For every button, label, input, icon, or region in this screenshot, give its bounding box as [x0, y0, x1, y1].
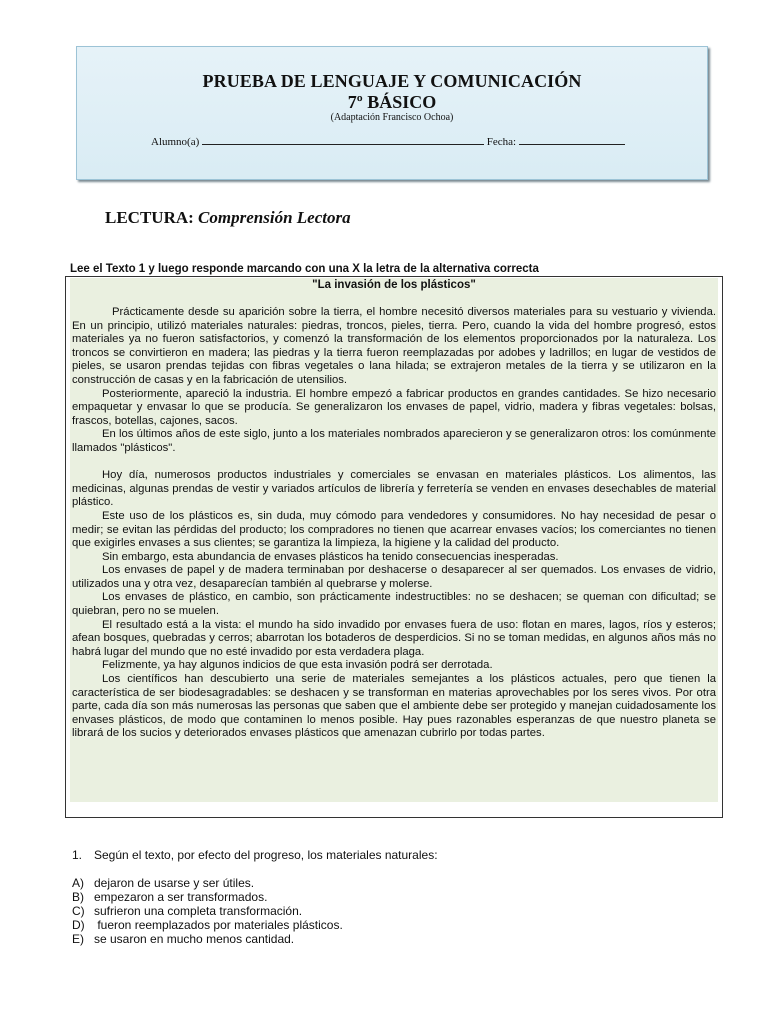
reading-body — [72, 306, 716, 741]
adaptation-credit: (Adaptación Francisco Ochoa) — [330, 112, 454, 123]
option-letter: D) — [72, 918, 85, 932]
option-letter: E) — [72, 932, 84, 946]
answer-options — [72, 876, 343, 946]
option-e[interactable] — [72, 932, 343, 946]
section-subtitle: Comprensión Lectora — [198, 208, 351, 227]
option-text: dejaron de usarse y ser útiles. — [94, 876, 255, 890]
option-text: fueron reemplazados por materiales plásticos. — [94, 918, 343, 932]
option-d[interactable] — [72, 918, 343, 932]
paragraph: El resultado está a la vista: el mundo ha sido invadido por envases fuera de uso: flotan en mares, lagos, ríos y esteros; afean bosques, quebradas y cerros; abarrotan los botaderos de desperdicios. Si no se toman medidas, en algunos años más no habrá lugar del mundo que no esté invadido por esta verdadera plaga. — [72, 618, 716, 658]
date-label: Fecha: — [486, 136, 517, 148]
reading-title: "La invasión de los plásticos" — [312, 279, 476, 291]
paragraph: En los últimos años de este siglo, junto a los materiales nombrados aparecieron y se generalizaron otros: los comúnmente llamados "plásticos". — [72, 428, 716, 454]
paragraph: Los envases de plástico, en cambio, son prácticamente indestructibles: no se deshacen; se queman con dificultad; se quiebran, pero no se muelen. — [72, 591, 716, 618]
option-text: empezaron a ser transformados. — [94, 890, 268, 904]
option-text: sufrieron una completa transformación. — [94, 904, 303, 918]
option-letter: A) — [72, 876, 84, 890]
paragraph: Prácticamente desde su aparición sobre la tierra, el hombre necesitó diversos materiales para su vestuario y vivienda. En un principio, utilizó materiales naturales: piedras, troncos, pieles, tierra. Pero, cuando la vida del hombre progresó, estos materiales ya no fueron satisfactorios, y comenzó la transformación de los elementos proporcionados por la naturaleza. Los troncos se convirtieron en madera; las piedras y la tierra fueron reemplazadas por adobes y ladrillos; en lugar de vestidos de pieles, se usaron prendas tejidas con fibras vegetales o lana hilada; se extrajeron metales de la tierra y se utilizaron en la construcción de casas y en la fabricación de utensilios. — [72, 306, 716, 386]
section-label: LECTURA: — [105, 208, 194, 227]
reading-text-box — [65, 276, 723, 818]
paragraph: Los científicos han descubierto una serie de materiales semejantes a los plásticos actuales, pero que tienen la característica de ser biodesagradables: se deshacen y se transforman en materias aprovechables por los seres vivos. Por otra parte, cada día son más numerosas las personas que saben que el ambiente debe ser protegido y manejan cuidadosamente los envases plásticos, de modo que contaminen lo menos posible. Hay pues razonables esperanzas de que nuestro planeta se librará de los sucios y deteriorados envases plásticos que amenazan cubrirlo por todas partes. — [72, 673, 716, 740]
option-text: se usaron en mucho menos cantidad. — [94, 932, 295, 946]
test-header-box — [76, 46, 708, 180]
question-1 — [72, 848, 438, 862]
option-c[interactable] — [72, 904, 343, 918]
date-line — [519, 134, 625, 145]
option-letter: C) — [72, 904, 85, 918]
paragraph: Felizmente, ya hay algunos indicios de que esta invasión podrá ser derrotada. — [102, 659, 493, 672]
option-b[interactable] — [72, 890, 343, 904]
question-text: Según el texto, por efecto del progreso, los materiales naturales: — [94, 848, 438, 862]
paragraph: Posteriormente, apareció la industria. El hombre empezó a fabricar productos en grandes cantidades. Se hizo necesario empaquetar y envasar lo que se producía. Se generalizaron los envases de papel, vidrio, madera y fibras vegetales: bolsas, frascos, botellas, cajones, sacos. — [72, 387, 716, 427]
student-label: Alumno(a) — [151, 136, 200, 148]
student-name-line — [202, 134, 484, 145]
paragraph: Los envases de papel y de madera terminaban por deshacerse o desaparecer al ser quemados. Los envases de vidrio, utilizados una y otra vez, desaparecían también al quebrarse y molerse. — [72, 564, 716, 590]
section-heading — [105, 208, 351, 228]
option-letter: B) — [72, 890, 84, 904]
paragraph: Sin embargo, esta abundancia de envases plásticos ha tenido consecuencias inesperadas. — [102, 550, 559, 563]
option-a[interactable] — [72, 876, 343, 890]
paragraph: Este uso de los plásticos es, sin duda, muy cómodo para vendedores y consumidores. No hay necesidad de pesar o medir; se evitan las pérdidas del producto; los compradores no tienen que acarrear envases vacíos; los comerciantes no tienen que exigirles envases a sus clientes; se garantiza la limpieza, la higiene y la calidad del producto. — [72, 509, 716, 550]
paragraph: Hoy día, numerosos productos industriales y comerciales se envasan en materiales plásticos. Los alimentos, las medicinas, algunas prendas de vestir y variados artículos de librería y ferretería se venden en envases desechables de material plástico. — [72, 469, 716, 509]
test-title: PRUEBA DE LENGUAJE Y COMUNICACIÓN — [202, 71, 582, 91]
instructions: Lee el Texto 1 y luego responde marcando con una X la letra de la alternativa correcta — [70, 263, 539, 275]
student-info-fields — [151, 134, 625, 148]
reading-shaded-area — [70, 278, 718, 802]
question-number: 1. — [72, 848, 83, 862]
grade-level: 7º BÁSICO — [347, 92, 437, 112]
